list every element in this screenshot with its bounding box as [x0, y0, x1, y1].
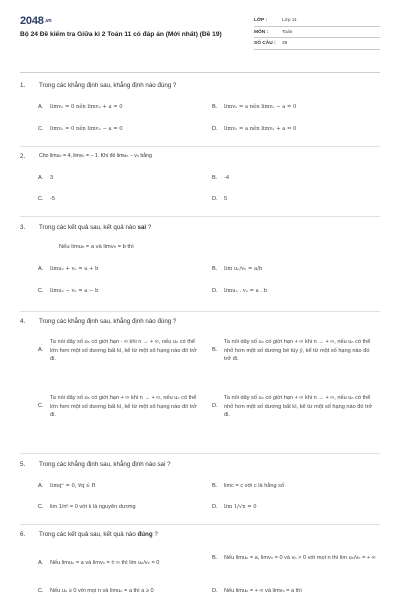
question-5	[20, 461, 380, 521]
option-b[interactable]	[212, 483, 284, 491]
option-d[interactable]	[212, 196, 227, 204]
option-label: C.	[38, 288, 44, 294]
document-header	[20, 12, 380, 62]
question-text-emphasis: đúng	[137, 531, 153, 538]
question-number: 4.	[20, 318, 26, 325]
option-label: B.	[212, 104, 218, 110]
option-text: limvₙ = a nên limvₙ − a = 0	[224, 104, 297, 110]
option-label: C.	[38, 126, 44, 132]
question-4	[20, 318, 380, 448]
option-label: C.	[38, 403, 44, 410]
option-a[interactable]	[38, 560, 210, 568]
question-text-tail: ?	[146, 224, 152, 231]
option-label: A.	[38, 560, 44, 566]
option-label: D.	[212, 126, 218, 132]
option-text: limqⁿ = 0, ∀q ∈ R	[50, 483, 96, 489]
question-text: Trong các khẳng định sau, khẳng định nào sai ?	[39, 461, 171, 468]
question-divider	[20, 216, 380, 217]
option-label: D.	[212, 403, 218, 410]
option-c[interactable]	[38, 126, 123, 134]
option-text: Nếu limuₙ = a, limvₙ = 0 và vₙ > 0 với mọi n thì lim uₙ/vₙ = + ∞	[224, 555, 376, 561]
option-text: -5	[50, 196, 55, 202]
option-text: limuₙ + vₙ = a + b	[50, 266, 99, 272]
option-label: C.	[38, 588, 44, 594]
option-label: A.	[38, 266, 44, 272]
question-3	[20, 224, 380, 304]
question-text: Cho limuₙ = 4, limvₙ = − 1. Khi đó limuₙ − vₙ bằng	[39, 153, 152, 159]
option-d[interactable]	[212, 288, 267, 296]
option-a[interactable]	[38, 175, 53, 183]
meta-value: 39	[282, 41, 288, 47]
option-text: Ta nói dãy số uₙ có giới hạn + ∞ khi n → + ∞, nếu uₙ có thể nhỏ hơn một số dương bé tùy ý, kể từ một số hạng nào đó trở đi.	[224, 339, 371, 363]
option-text: lim 1/nᵏ = 0 với k là nguyên dương	[50, 504, 136, 510]
option-label: D.	[212, 588, 218, 594]
option-label: B.	[212, 266, 218, 272]
question-text	[39, 224, 151, 232]
option-label: D.	[212, 504, 218, 510]
question-text-plain: Trong các kết quả sau, kết quả nào	[39, 224, 138, 231]
option-text: 3	[50, 175, 54, 181]
document-title: Bộ 24 Đề kiểm tra Giữa kì 2 Toán 11 có đáp án (Mới nhất) (Đề 19)	[20, 31, 222, 38]
option-text: 5	[224, 196, 228, 202]
option-label: D.	[212, 288, 218, 294]
option-label: B.	[212, 347, 218, 354]
site-logo[interactable]	[20, 14, 51, 29]
option-a[interactable]	[38, 483, 96, 491]
option-text: limvₙ = 0 nên limvₙ − a = 0	[50, 126, 123, 132]
option-text: Ta nói dãy số uₙ có giới hạn - ∞ khi n → + ∞, nếu uₙ có thể lớn hơn một số dương bất kì, kể từ một số hạng nào đó trở đi.	[50, 339, 197, 363]
option-d[interactable]	[212, 394, 374, 420]
option-b[interactable]	[212, 266, 262, 274]
option-text: limuₙ . vₙ = a . b	[224, 288, 267, 294]
option-label: C.	[38, 504, 44, 510]
option-label: A.	[38, 483, 44, 489]
question-divider	[20, 311, 380, 312]
option-text: limvₙ = a nên limvₙ + a = 0	[224, 126, 297, 132]
logo-text: 2048	[20, 15, 44, 27]
question-6	[20, 531, 380, 599]
meta-key: LỚP :	[254, 18, 268, 24]
option-a[interactable]	[38, 266, 98, 274]
option-text: limvₙ = 0 nên limvₙ + a = 0	[50, 104, 123, 110]
question-premise: Nếu limuₙ = a và limvₙ = b thì	[59, 244, 134, 250]
question-text-plain: Trong các kết quả sau, kết quả nào	[39, 531, 138, 538]
option-b[interactable]	[212, 104, 296, 112]
question-number: 6.	[20, 531, 26, 538]
option-text: Nếu limuₙ = + ∞ và limvₙ = a thì	[224, 588, 302, 594]
option-text: limc = c với c là hằng số	[224, 483, 285, 489]
option-text: lim uₙ/vₙ = a/b	[224, 266, 263, 272]
meta-key: MÔN :	[254, 29, 269, 35]
option-text: limuₙ − vₙ = a − b	[50, 288, 99, 294]
question-text: Trong các khẳng định sau, khẳng định nào đúng ?	[39, 318, 177, 325]
option-label: B.	[212, 175, 218, 181]
option-d[interactable]	[212, 504, 257, 512]
meta-value: Toán	[282, 29, 293, 35]
option-c[interactable]	[38, 196, 55, 204]
logo-suffix: .vn	[44, 17, 52, 24]
question-number: 5.	[20, 461, 26, 468]
option-text: Ta nói dãy số uₙ có giới hạn + ∞ khi n → + ∞, nếu uₙ có thể lớn hơn một số dương bất kì, kể từ một số hạng nào đó trở đi.	[50, 395, 197, 419]
meta-table	[254, 15, 380, 50]
question-text: Trong các khẳng định sau, khẳng định nào đúng ?	[39, 82, 177, 89]
option-text: -4	[224, 175, 229, 181]
option-text: Nếu uₙ ≥ 0 với mọi n và limuₙ = a thì a ≥ 0	[50, 588, 154, 594]
option-a[interactable]	[38, 104, 123, 112]
option-d[interactable]	[212, 588, 380, 596]
option-label: B.	[212, 483, 218, 489]
option-label: D.	[212, 196, 218, 202]
meta-value: Lớp 11	[282, 18, 297, 24]
option-b[interactable]	[212, 338, 374, 364]
option-a[interactable]	[38, 338, 200, 364]
question-2	[20, 153, 380, 209]
option-d[interactable]	[212, 126, 296, 134]
question-text-tail: ?	[152, 531, 158, 538]
question-number: 3.	[20, 224, 26, 231]
meta-row-subject	[254, 27, 380, 39]
question-1	[20, 82, 380, 140]
header-divider	[20, 72, 380, 73]
question-divider	[20, 146, 380, 147]
option-c[interactable]	[38, 588, 210, 596]
question-divider	[20, 453, 380, 454]
option-c[interactable]	[38, 504, 136, 512]
option-label: A.	[38, 347, 44, 354]
question-divider	[20, 524, 380, 525]
option-c[interactable]	[38, 394, 200, 420]
question-number: 2.	[20, 153, 26, 160]
meta-row-count	[254, 38, 380, 50]
option-c[interactable]	[38, 288, 98, 296]
question-text-emphasis: sai	[137, 224, 147, 231]
option-b[interactable]	[212, 555, 380, 563]
question-number: 1.	[20, 82, 26, 89]
option-label: B.	[212, 555, 218, 561]
option-text: lim 1/√n = 0	[224, 504, 257, 510]
question-text	[39, 531, 158, 539]
option-text: Nếu limuₙ = a và limvₙ = ± ∞ thì lim uₙ/vₙ = 0	[50, 560, 160, 566]
option-label: A.	[38, 104, 44, 110]
meta-key: SỐ CÂU :	[254, 41, 276, 47]
option-b[interactable]	[212, 175, 229, 183]
option-text: Ta nói dãy số uₙ có giới hạn + ∞ khi n → + ∞, nếu uₙ có thể nhỏ hơn một số dương bất kì, kể từ một số hạng nào đó trở đi.	[224, 395, 373, 419]
option-label: C.	[38, 196, 44, 202]
meta-row-class	[254, 15, 380, 27]
option-label: A.	[38, 175, 44, 181]
